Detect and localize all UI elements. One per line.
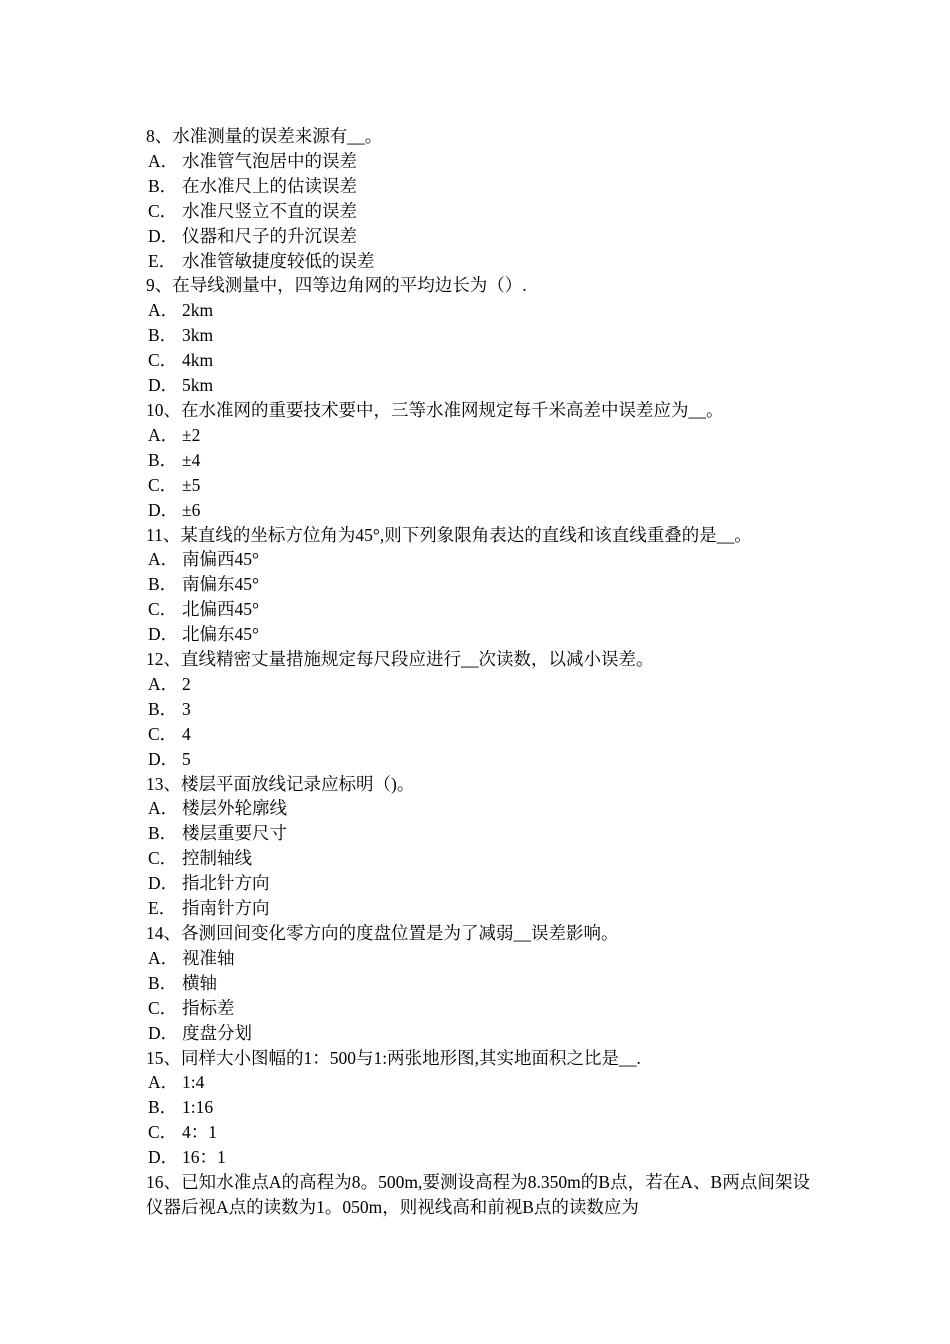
option-letter: B． — [148, 972, 178, 993]
option-text: 2 — [182, 673, 191, 694]
answer-option — [148, 996, 810, 1021]
answer-option — [148, 1021, 810, 1046]
question-stem: 15、同样大小图幅的1：500与1:两张地形图,其实地面积之比是__. — [146, 1047, 641, 1068]
question-block — [146, 772, 810, 921]
option-letter: C． — [148, 723, 178, 744]
option-text: 指南针方向 — [182, 898, 270, 919]
question-block — [146, 647, 810, 772]
option-letter: E． — [148, 898, 177, 919]
option-text: 16：1 — [182, 1147, 226, 1168]
option-text: 1:4 — [182, 1072, 205, 1093]
answer-option — [148, 348, 810, 373]
answer-option — [148, 572, 810, 597]
question-list — [146, 124, 810, 1220]
option-text: 3km — [182, 325, 214, 346]
option-letter: C． — [148, 350, 178, 371]
option-letter: E． — [148, 250, 177, 271]
answer-option — [148, 747, 810, 772]
question-stem: 10、在水准网的重要技术要中，三等水准网规定每千米高差中误差应为__。 — [146, 399, 724, 420]
question-stem: 11、某直线的坐标方位角为45°,则下列象限角表达的直线和该直线重叠的是__。 — [146, 524, 752, 545]
option-letter: C． — [148, 848, 178, 869]
option-letter: D． — [148, 1022, 179, 1043]
option-letter: A． — [148, 1072, 179, 1093]
answer-option — [148, 597, 810, 622]
question-block — [146, 273, 810, 398]
option-letter: A． — [148, 150, 179, 171]
answer-option — [148, 1070, 810, 1095]
option-letter: C． — [148, 1122, 178, 1143]
question-block — [146, 1046, 810, 1171]
answer-option — [148, 547, 810, 572]
option-text: 水准尺竖立不直的误差 — [182, 200, 357, 221]
option-text: 3 — [182, 698, 191, 719]
option-letter: A． — [148, 798, 179, 819]
option-letter: B． — [148, 449, 178, 470]
option-letter: C． — [148, 997, 178, 1018]
option-text: 北偏东45° — [182, 624, 259, 645]
question-stem: 8、水准测量的误差来源有__。 — [146, 126, 383, 146]
answer-option — [148, 697, 810, 722]
answer-option — [148, 224, 810, 249]
option-letter: A． — [148, 673, 179, 694]
option-letter: D． — [148, 499, 179, 520]
option-text: 北偏西45° — [182, 599, 259, 620]
answer-option — [148, 1120, 810, 1145]
answer-option — [148, 423, 810, 448]
option-text: 5 — [182, 748, 191, 769]
option-text: 南偏东45° — [182, 574, 259, 595]
answer-option — [148, 871, 810, 896]
answer-option — [148, 298, 810, 323]
question-block — [146, 124, 810, 273]
option-text: 度盘分划 — [182, 1022, 252, 1043]
question-block — [146, 523, 810, 648]
question-stem: 14、各测回间变化零方向的度盘位置是为了减弱__误差影响。 — [146, 923, 619, 943]
answer-option — [148, 174, 810, 199]
answer-option — [148, 946, 810, 971]
option-text: 控制轴线 — [182, 848, 252, 869]
option-text: ±5 — [182, 474, 201, 495]
option-text: 指北针方向 — [182, 873, 270, 894]
answer-option — [148, 498, 810, 523]
option-text: ±2 — [182, 424, 201, 445]
answer-option — [148, 1095, 810, 1120]
option-letter: A． — [148, 947, 179, 968]
question-stem-16: 16、已知水准点A的高程为8。500m,要测设高程为8.350m的B点，若在A、B两点间架设仪器后视A点的读数为1。050m，则视线高和前视B点的读数应为 — [146, 1172, 810, 1217]
option-letter: C． — [148, 599, 178, 620]
option-text: 4：1 — [182, 1122, 217, 1143]
option-text: 在水准尺上的估读误差 — [182, 175, 357, 196]
question-stem: 12、直线精密丈量措施规定每尺段应进行__次读数，以减小误差。 — [146, 649, 654, 670]
answer-option — [148, 821, 810, 846]
answer-option — [148, 796, 810, 821]
option-text: ±6 — [182, 499, 201, 520]
answer-option — [148, 896, 810, 921]
answer-option — [148, 249, 810, 274]
question-stem: 9、在导线测量中，四等边角网的平均边长为（）. — [146, 275, 527, 296]
answer-option — [148, 622, 810, 647]
answer-option — [148, 1145, 810, 1170]
option-letter: A． — [148, 300, 179, 321]
answer-option — [148, 846, 810, 871]
option-letter: A． — [148, 424, 179, 445]
option-letter: C． — [148, 474, 178, 495]
option-letter: B． — [148, 574, 178, 595]
option-letter: D． — [148, 1147, 179, 1168]
option-letter: B． — [148, 823, 178, 844]
option-text: 南偏西45° — [182, 549, 259, 570]
option-letter: C． — [148, 200, 178, 221]
question-block — [146, 921, 810, 1046]
option-text: 水准管气泡居中的误差 — [182, 150, 357, 171]
option-letter: D． — [148, 225, 179, 246]
option-letter: A． — [148, 549, 179, 570]
option-text: 1:16 — [182, 1097, 214, 1118]
option-text: 横轴 — [182, 972, 217, 993]
answer-option — [148, 672, 810, 697]
option-letter: D． — [148, 624, 179, 645]
answer-option — [148, 373, 810, 398]
answer-option — [148, 722, 810, 747]
option-letter: B． — [148, 698, 178, 719]
option-text: 4 — [182, 723, 191, 744]
option-text: 指标差 — [182, 997, 235, 1018]
option-letter: B． — [148, 325, 178, 346]
option-letter: B． — [148, 175, 178, 196]
option-letter: D． — [148, 375, 179, 396]
option-letter: D． — [148, 748, 179, 769]
option-text: 2km — [182, 300, 214, 321]
option-text: 水准管敏捷度较低的误差 — [182, 250, 375, 271]
option-text: 5km — [182, 375, 214, 396]
answer-option — [148, 199, 810, 224]
answer-option — [148, 448, 810, 473]
option-text: 视准轴 — [182, 947, 235, 968]
option-text: 仪器和尺子的升沉误差 — [182, 225, 357, 246]
option-text: 4km — [182, 350, 214, 371]
option-text: ±4 — [182, 449, 201, 470]
option-text: 楼层重要尺寸 — [182, 823, 287, 844]
answer-option — [148, 323, 810, 348]
answer-option — [148, 971, 810, 996]
answer-option — [148, 473, 810, 498]
question-block — [146, 398, 810, 523]
answer-option — [148, 149, 810, 174]
option-letter: D． — [148, 873, 179, 894]
question-stem: 13、楼层平面放线记录应标明（)。 — [146, 773, 415, 794]
option-letter: B． — [148, 1097, 178, 1118]
option-text: 楼层外轮廓线 — [182, 798, 287, 819]
